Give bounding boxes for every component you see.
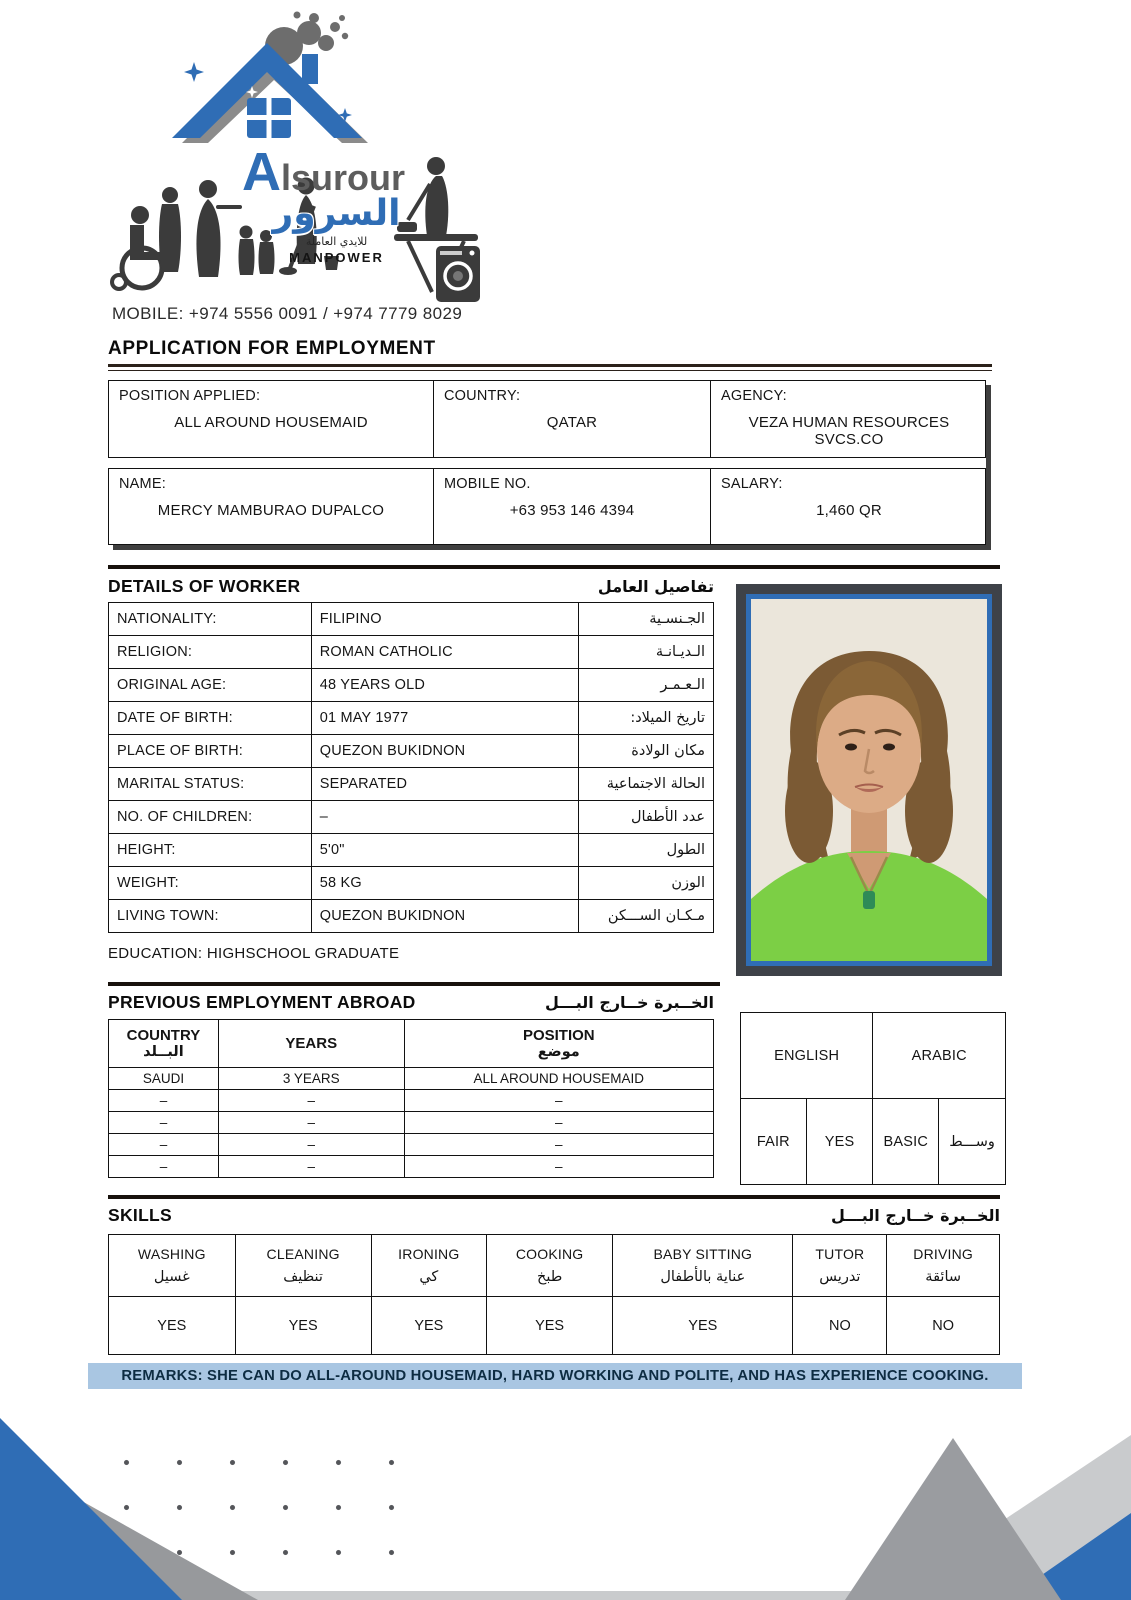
employment-row [109, 1090, 714, 1112]
employment-country: – [109, 1156, 219, 1178]
field-label: COUNTRY: [444, 388, 521, 404]
employment-column-header [404, 1020, 713, 1068]
detail-label-arabic: عدد الأطفال [579, 801, 714, 834]
employment-heading: PREVIOUS EMPLOYMENT ABROAD [108, 992, 416, 1012]
detail-value: 5'0" [311, 834, 578, 867]
language-skills-table [740, 1012, 1006, 1185]
skill-name-arabic: طبخ [536, 1269, 563, 1285]
detail-row [109, 834, 714, 867]
brand-name-latin: Alsurour [242, 142, 406, 202]
language-name-english: ENGLISH [741, 1013, 873, 1099]
details-heading-arabic: تفاصيل العامل [597, 577, 714, 596]
employment-row [109, 1156, 714, 1178]
employment-position: – [404, 1156, 713, 1178]
column-label-arabic: موضع [537, 1044, 580, 1060]
page-title: APPLICATION FOR EMPLOYMENT [108, 338, 436, 359]
employment-country: – [109, 1134, 219, 1156]
detail-label: NATIONALITY: [109, 603, 312, 636]
employment-section [108, 982, 1000, 1185]
detail-value: 48 YEARS OLD [311, 669, 578, 702]
detail-label-arabic: تاريخ الميلاد: [579, 702, 714, 735]
detail-label-arabic: الوزن [579, 867, 714, 900]
skill-name: IRONING [398, 1246, 460, 1262]
details-heading-row [108, 576, 714, 597]
field-country [434, 381, 711, 457]
detail-label: MARITAL STATUS: [109, 768, 312, 801]
language-level: YES [806, 1099, 873, 1185]
skill-value: YES [109, 1297, 236, 1355]
skill-name: DRIVING [913, 1246, 974, 1262]
field-mobile-no [434, 469, 711, 544]
employment-years: – [218, 1134, 404, 1156]
field-name [109, 469, 434, 544]
application-row [108, 380, 986, 458]
employment-years: – [218, 1112, 404, 1134]
employment-row [109, 1112, 714, 1134]
detail-value: QUEZON BUKIDNON [311, 735, 578, 768]
field-agency [711, 381, 987, 457]
employment-row [109, 1068, 714, 1090]
employment-column-header [109, 1020, 219, 1068]
field-label: NAME: [119, 476, 166, 492]
detail-row [109, 636, 714, 669]
field-value: ALL AROUND HOUSEMAID [174, 414, 368, 431]
language-level-arabic: وســـط [939, 1099, 1006, 1185]
skill-name: BABY SITTING [653, 1246, 753, 1262]
employment-years: 3 YEARS [218, 1068, 404, 1090]
detail-label-arabic: مـكـان الســـكن [579, 900, 714, 933]
section-divider-rule [108, 1195, 1000, 1199]
field-value: +63 953 146 4394 [509, 502, 635, 519]
language-name-arabic: ARABIC [873, 1013, 1006, 1099]
employment-column-header [218, 1020, 404, 1068]
field-label: SALARY: [721, 476, 783, 492]
skill-header-cleaning [235, 1235, 371, 1297]
skill-header-tutor [793, 1235, 887, 1297]
detail-value: ROMAN CATHOLIC [311, 636, 578, 669]
agency-mobile-numbers: MOBILE: +974 5556 0091 / +974 7779 8029 [112, 304, 463, 323]
skill-name-arabic: سائقة [925, 1269, 962, 1285]
skill-value: YES [613, 1297, 793, 1355]
detail-value: 01 MAY 1977 [311, 702, 578, 735]
employment-years: – [218, 1156, 404, 1178]
washing-machine-icon [436, 246, 480, 302]
field-value: 1,460 QR [816, 502, 882, 519]
field-salary [711, 469, 987, 544]
agency-logo [102, 10, 482, 302]
bottom-right-lightgray-triangle [884, 1435, 1131, 1600]
skill-name-arabic: غسيل [153, 1269, 190, 1285]
employment-heading-arabic: الخــبرة خــارج البـــل [545, 993, 714, 1012]
employment-position: – [404, 1090, 713, 1112]
skill-value: NO [887, 1297, 1000, 1355]
worker-photo [736, 584, 1002, 976]
skill-header-driving [887, 1235, 1000, 1297]
skill-header-washing [109, 1235, 236, 1297]
worker-photo-inner-frame [746, 594, 992, 966]
detail-label-arabic: الحالة الاجتماعية [579, 768, 714, 801]
field-value: VEZA HUMAN RESOURCES SVCS.CO [748, 414, 950, 448]
section-divider-rule [108, 565, 1000, 569]
skill-header-cooking [487, 1235, 613, 1297]
skill-name-arabic: تنظيف [283, 1269, 323, 1285]
logo-text-block [234, 142, 439, 265]
column-label: COUNTRY [126, 1027, 201, 1044]
details-heading: DETAILS OF WORKER [108, 576, 301, 596]
employment-header-row [109, 1020, 714, 1068]
skill-value: YES [487, 1297, 613, 1355]
detail-row [109, 603, 714, 636]
detail-label: LIVING TOWN: [109, 900, 312, 933]
language-level: BASIC [873, 1099, 939, 1185]
skills-heading: SKILLS [108, 1205, 173, 1225]
detail-value: 58 KG [311, 867, 578, 900]
employment-years: – [218, 1090, 404, 1112]
skill-name: TUTOR [815, 1246, 865, 1262]
column-label: YEARS [285, 1035, 338, 1052]
skill-header-baby-sitting [613, 1235, 793, 1297]
previous-employment-table [108, 1019, 714, 1178]
skill-name-arabic: عناية بالأطفال [660, 1269, 746, 1285]
skills-heading-arabic: الخــبرة خــارج البـــل [831, 1206, 1000, 1225]
detail-label-arabic: مكان الولادة [579, 735, 714, 768]
dots-pattern [96, 1436, 396, 1592]
detail-value: FILIPINO [311, 603, 578, 636]
brand-subtitle-arabic: للايدي العاملة [305, 234, 368, 248]
field-value: QATAR [546, 414, 598, 431]
employment-position: – [404, 1112, 713, 1134]
detail-row [109, 735, 714, 768]
skills-heading-row [108, 1205, 1000, 1226]
detail-label: WEIGHT: [109, 867, 312, 900]
employment-left-column [108, 982, 720, 1178]
detail-value: QUEZON BUKIDNON [311, 900, 578, 933]
education-line: EDUCATION: HIGHSCHOOL GRADUATE [108, 945, 400, 962]
skill-header-ironing [371, 1235, 486, 1297]
detail-label: DATE OF BIRTH: [109, 702, 312, 735]
skill-name: COOKING [515, 1246, 584, 1262]
detail-row [109, 768, 714, 801]
field-label: POSITION APPLIED: [119, 388, 261, 404]
employment-country: – [109, 1090, 219, 1112]
details-section [108, 602, 1000, 976]
application-summary-table [108, 380, 986, 545]
field-position-applied [109, 381, 434, 457]
detail-label: ORIGINAL AGE: [109, 669, 312, 702]
field-label: AGENCY: [721, 388, 787, 404]
employment-heading-row [108, 992, 714, 1013]
detail-label-arabic: الطول [579, 834, 714, 867]
detail-label: PLACE OF BIRTH: [109, 735, 312, 768]
detail-label: HEIGHT: [109, 834, 312, 867]
detail-row [109, 669, 714, 702]
window-icon [247, 98, 291, 138]
detail-label-arabic: الـعـمـر [579, 669, 714, 702]
detail-label: RELIGION: [109, 636, 312, 669]
skills-header-row [109, 1235, 1000, 1297]
column-label: POSITION [522, 1027, 595, 1044]
employment-position: ALL AROUND HOUSEMAID [404, 1068, 713, 1090]
detail-label: NO. OF CHILDREN: [109, 801, 312, 834]
detail-label-arabic: الـديـانـة [579, 636, 714, 669]
remarks-bar: REMARKS: SHE CAN DO ALL-AROUND HOUSEMAID, HARD WORKING AND POLITE, AND HAS EXPERIENCE COOKING. [88, 1363, 1022, 1389]
skill-value: YES [235, 1297, 371, 1355]
application-row [108, 468, 986, 545]
title-divider-rule [108, 364, 992, 371]
detail-label-arabic: الجـنسـية [579, 603, 714, 636]
language-level-row [741, 1099, 1006, 1185]
column-label-arabic: البــلد [143, 1044, 184, 1060]
skill-value: NO [793, 1297, 887, 1355]
section-divider-rule [108, 982, 720, 986]
detail-row [109, 801, 714, 834]
bottom-strip [140, 1591, 910, 1600]
employment-row [109, 1134, 714, 1156]
detail-value: SEPARATED [311, 768, 578, 801]
detail-row [109, 702, 714, 735]
skill-name: WASHING [137, 1246, 206, 1262]
skill-value: YES [371, 1297, 486, 1355]
skill-name-arabic: تدريس [819, 1269, 861, 1285]
worker-portrait-graphic [751, 599, 987, 961]
employment-country: SAUDI [109, 1068, 219, 1090]
bottom-right-gray-mountain [845, 1438, 1061, 1600]
skills-table [108, 1234, 1000, 1355]
chimney-icon [302, 54, 318, 84]
language-header-row [741, 1013, 1006, 1099]
brand-manpower-label: MANPOWER [289, 249, 384, 265]
detail-value: – [311, 801, 578, 834]
skill-name-arabic: كي [419, 1269, 439, 1285]
field-value: MERCY MAMBURAO DUPALCO [157, 502, 385, 519]
worker-details-table [108, 602, 714, 933]
skill-name: CLEANING [266, 1246, 340, 1262]
employment-country: – [109, 1112, 219, 1134]
detail-row [109, 867, 714, 900]
language-level: FAIR [741, 1099, 807, 1185]
brand-name-arabic: السرور [272, 192, 401, 234]
bottom-right-blue-triangle [1006, 1513, 1131, 1600]
detail-row [109, 900, 714, 933]
skills-value-row [109, 1297, 1000, 1355]
details-left-column [108, 602, 714, 962]
employment-position: – [404, 1134, 713, 1156]
field-label: MOBILE NO. [444, 476, 531, 492]
